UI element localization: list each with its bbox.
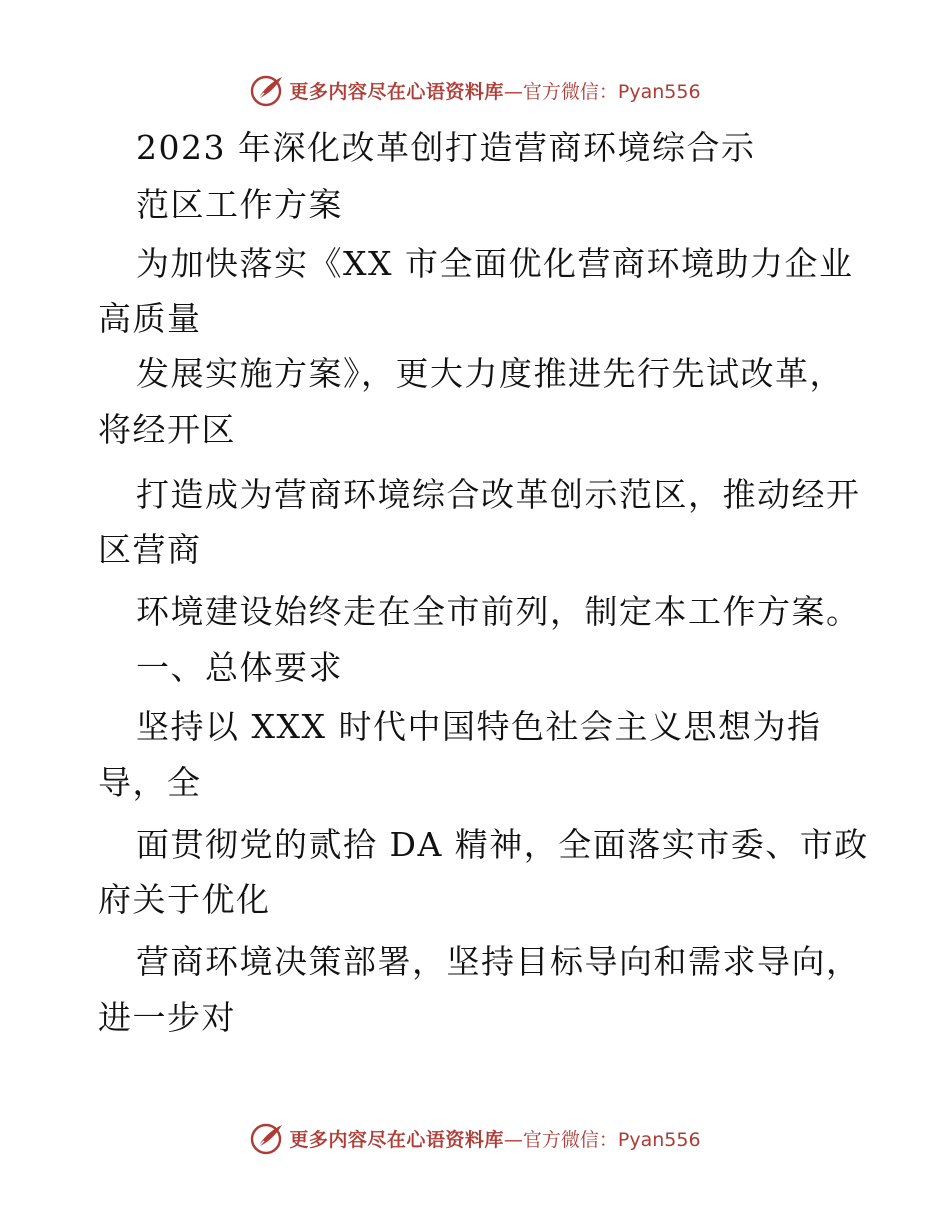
paragraph-line: 打造成为营商环境综合改革创示范区，推动经开 bbox=[136, 475, 861, 514]
paragraph-line: 发展实施方案》，更大力度推进先行先试改革， bbox=[136, 354, 844, 393]
header-watermark-banner bbox=[0, 70, 950, 110]
paragraph-line: 环境建设始终走在全市前列，制定本工作方案。 bbox=[136, 592, 861, 631]
document-title-line-1: 2023 年深化改革创打造营商环境综合示 bbox=[136, 128, 756, 167]
paragraph-line: 将经开区 bbox=[98, 410, 236, 449]
section-heading: 一、总体要求 bbox=[136, 648, 343, 687]
paragraph-line: 导，全 bbox=[98, 763, 202, 802]
paragraph-line: 府关于优化 bbox=[98, 880, 271, 919]
paragraph-line: 坚持以 XXX 时代中国特色社会主义思想为指 bbox=[136, 707, 822, 746]
paragraph-line: 营商环境决策部署，坚持目标导向和需求导向， bbox=[136, 942, 861, 981]
banner-text: 更多内容尽在心语资料库 bbox=[289, 80, 504, 103]
banner-contact: —官方微信：Pyan556 bbox=[503, 1128, 701, 1151]
paragraph-line: 区营商 bbox=[98, 530, 202, 569]
paragraph-line: 进一步对 bbox=[98, 998, 236, 1037]
paragraph-line: 高质量 bbox=[98, 299, 202, 338]
banner-contact: —官方微信：Pyan556 bbox=[503, 80, 701, 103]
banner-text: 更多内容尽在心语资料库 bbox=[289, 1128, 504, 1151]
feather-quill-logo-icon bbox=[249, 1120, 285, 1156]
document-title-line-2: 范区工作方案 bbox=[136, 185, 343, 224]
paragraph-line: 为加快落实《XX 市全面优化营商环境助力企业 bbox=[136, 244, 854, 283]
paragraph-line: 面贯彻党的贰拾 DA 精神，全面落实市委、市政 bbox=[136, 825, 869, 864]
feather-quill-logo-icon bbox=[249, 72, 285, 108]
footer-watermark-banner bbox=[0, 1118, 950, 1158]
